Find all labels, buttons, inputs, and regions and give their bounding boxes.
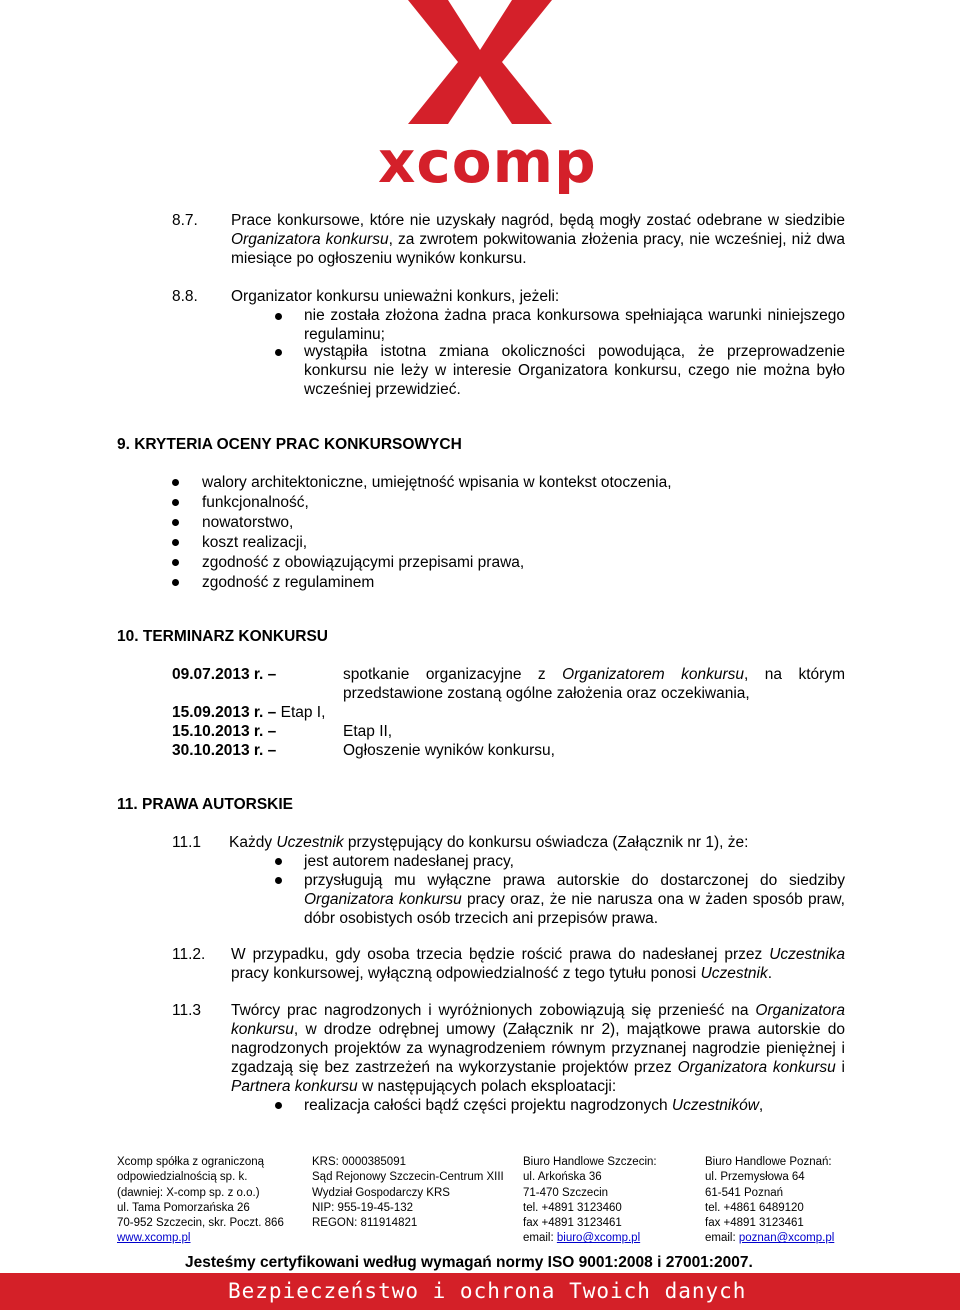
footer-line: ul. Przemysłowa 64 — [705, 1171, 805, 1184]
bullet-icon — [275, 877, 282, 884]
certification-note: Jesteśmy certyfikowani według wymagań normy ISO 9001:2008 i 27001:2007. — [185, 1254, 753, 1271]
list-item: zgodność z obowiązującymi przepisami prawa, — [202, 554, 525, 571]
schedule-description: Etap II, — [343, 723, 393, 740]
website-link[interactable]: www.xcomp.pl — [117, 1232, 191, 1245]
schedule-date: 30.10.2013 r. – — [172, 742, 277, 759]
section-heading: 11. PRAWA AUTORSKIE — [117, 796, 293, 813]
paragraph-8-8-intro: Organizator konkursu unieważni konkurs, jeżeli: — [231, 288, 560, 305]
footer-line: Sąd Rejonowy Szczecin-Centrum XIII — [312, 1171, 504, 1184]
footer-line: ul. Arkońska 36 — [523, 1171, 602, 1184]
paragraph-11-2: W przypadku, gdy osoba trzecia będzie rościć prawa do nadesłanej przez Uczestnika pracy konkursowej, wyłączną odpowiedzialność z tego tytułu ponosi Uczestnik. — [231, 946, 845, 982]
footer-line: tel. +4861 6489120 — [705, 1201, 804, 1214]
footer-line: ul. Tama Pomorzańska 26 — [117, 1201, 250, 1214]
email-link[interactable]: poznan@xcomp.pl — [738, 1232, 835, 1245]
bullet-icon — [275, 349, 282, 356]
section-heading: 10. TERMINARZ KONKURSU — [117, 628, 328, 645]
email-label: email: — [523, 1232, 557, 1245]
banner-slogan: Bezpieczeństwo i ochrona Twoich danych — [228, 1279, 747, 1303]
list-item: realizacja całości bądź części projektu nagrodzonych Uczestników, — [304, 1097, 764, 1114]
footer-line: KRS: 0000385091 — [312, 1156, 406, 1168]
email-link[interactable]: biuro@xcomp.pl — [556, 1232, 641, 1245]
section-number: 8.8. — [172, 288, 198, 305]
section-heading: 9. KRYTERIA OCENY PRAC KONKURSOWYCH — [117, 436, 462, 453]
list-item: walory architektoniczne, umiejętność wpisania w kontekst otoczenia, — [202, 474, 672, 491]
bullet-icon — [172, 559, 179, 566]
footer-line: REGON: 811914821 — [312, 1217, 418, 1230]
list-item: jest autorem nadesłanej pracy, — [304, 853, 514, 870]
bullet-icon — [172, 539, 179, 546]
logo-wordmark: xcomp — [378, 128, 597, 196]
list-item: funkcjonalność, — [202, 494, 309, 511]
list-item: przysługują mu wyłączne prawa autorskie do dostarczonej do siedziby Organizatora konkursu pracy oraz, że nie narusza ona w żaden sposób praw, dóbr osobistych osób trzecich ani przepisów prawa. — [304, 872, 845, 927]
footer-line: odpowiedzialnością sp. k. — [117, 1171, 248, 1184]
footer-company — [117, 1155, 284, 1247]
footer-line: fax +4891 3123461 — [705, 1217, 804, 1230]
list-item: wystąpiła istotna zmiana okoliczności powodująca, że przeprowadzenie konkursu nie leży w interesie Organizatora konkursu, czego nie można było wcześniej przewidzieć. — [304, 343, 845, 398]
schedule-description: Ogłoszenie wyników konkursu, — [343, 742, 555, 759]
list-item: nowatorstwo, — [202, 514, 294, 531]
schedule-date: 09.07.2013 r. – — [172, 666, 277, 683]
bullet-icon — [275, 313, 282, 320]
bullet-icon — [172, 479, 179, 486]
list-item: zgodność z regulaminem — [202, 574, 375, 591]
bullet-icon — [172, 579, 179, 586]
list-item: nie została złożona żadna praca konkursowa spełniająca warunki niniejszego regulaminu; — [304, 307, 845, 343]
footer-line: 70-952 Szczecin, skr. Poczt. 866 — [117, 1217, 284, 1230]
footer-office-szczecin — [523, 1155, 657, 1247]
footer-line: fax +4891 3123461 — [523, 1217, 622, 1230]
email-label: email: — [705, 1232, 739, 1245]
schedule-row: 15.09.2013 r. – Etap I, — [172, 704, 326, 721]
bullet-icon — [275, 1102, 282, 1109]
paragraph-11-3: Twórcy prac nagrodzonych i wyróżnionych zobowiązują się przenieść na Organizatora konkursu, w drodze odrębnej umowy (Załącznik nr 2), majątkowe prawa autorskie do nagrodzonych projektów za wynagrodzeniem równym przyznanej nagrodzie pieniężnej i zgadzają się bez zastrzeżeń na wykorzystanie projektów przez Organizatora konkursu i Partnera konkursu w następujących polach eksploatacji: — [231, 1002, 845, 1095]
footer-line: NIP: 955-19-45-132 — [312, 1201, 414, 1214]
footer-office-poznan — [705, 1155, 834, 1247]
footer-line: tel. +4891 3123460 — [523, 1201, 622, 1214]
footer-line: Biuro Handlowe Szczecin: — [523, 1156, 657, 1168]
bullet-icon — [172, 499, 179, 506]
footer-registration — [312, 1155, 504, 1231]
footer-line: Biuro Handlowe Poznań: — [705, 1156, 832, 1168]
section-number: 11.2. — [172, 946, 206, 963]
schedule-description: spotkanie organizacyjne z Organizatorem konkursu, na którym przedstawione zostaną ogólne założenia oraz oczekiwania, — [343, 666, 845, 702]
bullet-icon — [275, 858, 282, 865]
footer-line: 61-541 Poznań — [705, 1186, 784, 1199]
section-number: 8.7. — [172, 212, 198, 229]
schedule-date: 15.10.2013 r. – — [172, 723, 277, 740]
footer-line: Wydział Gospodarczy KRS — [312, 1186, 450, 1199]
footer-line: (dawniej: X-comp sp. z o.o.) — [117, 1186, 260, 1199]
paragraph-8-7: Prace konkursowe, które nie uzyskały nagród, będą mogły zostać odebrane w siedzibie Organizatora konkursu, za zwrotem pokwitowania złożenia pracy, nie wcześniej, niż dwa miesiące po ogłoszeniu wyników konkursu. — [231, 212, 845, 267]
footer-line: Xcomp spółka z ograniczoną — [117, 1156, 265, 1168]
section-number: 11.3 — [172, 1002, 202, 1019]
section-number: 11.1 — [172, 834, 202, 851]
bullet-icon — [172, 519, 179, 526]
logo-x-mark — [408, 0, 552, 124]
paragraph-11-1: Każdy Uczestnik przystępujący do konkursu oświadcza (Załącznik nr 1), że: — [229, 834, 749, 851]
footer-line: 71-470 Szczecin — [523, 1186, 609, 1199]
list-item: koszt realizacji, — [202, 534, 308, 551]
